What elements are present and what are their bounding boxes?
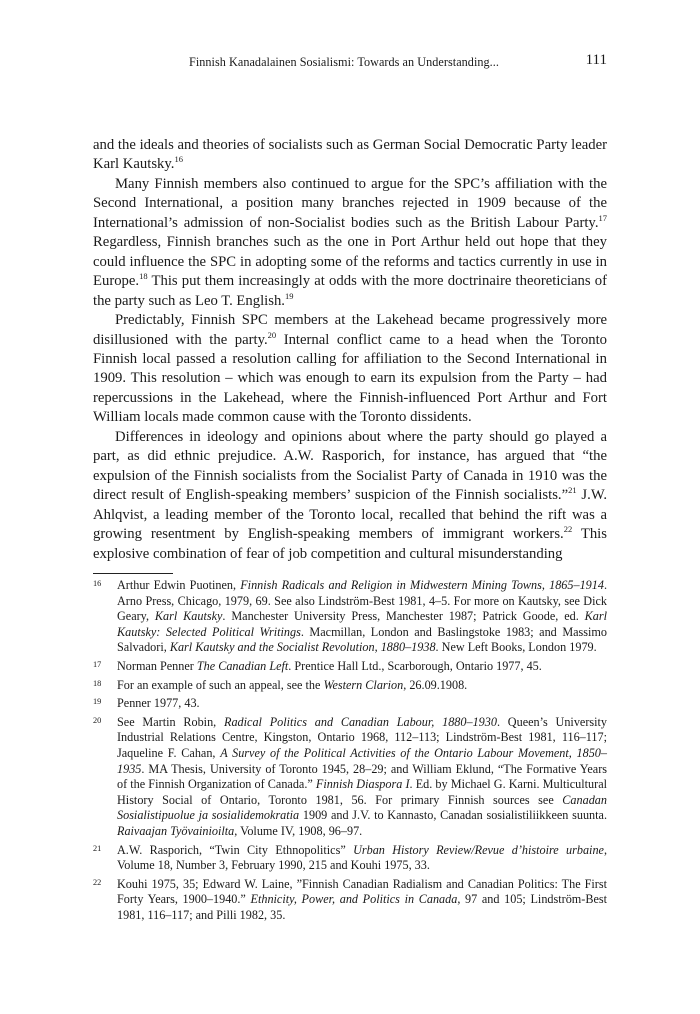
- footnote-text: Kouhi 1975, 35; Edward W. Laine, ”Finnish Canadian Radialism and Canadian Politics: The First Forty Years, 1900–1940.”: [117, 876, 607, 907]
- footnote-title: Finnish Radicals and Religion in Midwestern Mining Towns, 1865–1914: [240, 578, 604, 592]
- footnote-text: . Prentice Hall Ltd., Scarborough, Ontario 1977, 45.: [288, 658, 542, 673]
- paragraph-text: Regardless, Finnish branches such as the one in Port Arthur held out hope that they could influence the SPC in adopting some of the reforms and tactics currently in use in Europe.: [93, 234, 607, 290]
- footnote-text: A.W. Rasporich, “Twin City Ethnopolitics”: [117, 842, 354, 857]
- footnote-title: Western Clarion: [323, 677, 404, 692]
- footnote-title: Finnish Diaspora I: [315, 777, 410, 792]
- footnotes: [93, 578, 607, 926]
- body-text: [93, 136, 607, 564]
- paragraph-text: J.W. Ahlqvist, a leading member of the Toronto local, recalled that behind the rift was a growing resentment by English-speaking members of immigrant workers.: [93, 487, 608, 543]
- footnote-text: 1909 and J.V. to Kannasto, Canadan sosialistiliikkeen suunta.: [299, 808, 607, 823]
- paragraph-text: This put them increasingly at odds with the more doctrinaire theoreticians of the party such as Leo T. English.: [93, 273, 607, 309]
- footnote-title: Ethnicity, Power, and Politics in Canada: [250, 892, 458, 907]
- footnote-number: 22: [93, 877, 102, 887]
- paragraph-text: Internal conflict came to a head when the Toronto Finnish local passed a resolution calling for affiliation to the Second International in 1909. This resolution – which was enough to earn its expulsion from the Party – had repercussions in the Lakehead, where the Finnish-influenced Port Arthur and Fort William locals made common cause with the Toronto dissidents.: [93, 331, 607, 426]
- footnote-text: For an example of such an appeal, see the: [117, 677, 324, 692]
- paragraph-text: This explosive combination of fear of job competition and cultural misunderstanding: [93, 526, 607, 562]
- footnote-ref-18[interactable]: 18: [139, 271, 148, 282]
- footnote-number: 17: [93, 659, 102, 669]
- footnote-ref-22[interactable]: 22: [563, 524, 573, 535]
- footnote-21: [93, 843, 607, 874]
- footnote-16: [93, 578, 607, 656]
- footnote-ref-19[interactable]: 19: [284, 290, 294, 301]
- footnote-ref-21[interactable]: 21: [568, 485, 577, 496]
- footnote-title: Urban History Review/Revue d’histoire urbaine: [353, 842, 604, 857]
- footnote-text: . MA Thesis, University of Toronto 1945, 28–29; and William Eklund, “The Formative Years of the Finnish Organization of Canada.”: [117, 761, 607, 792]
- footnote-title: Karl Kautsky: Selected Political Writings: [117, 609, 607, 639]
- footnote-text: . Manchester University Press, Manchester 1987; Patrick Goode, ed.: [222, 609, 585, 624]
- footnote-title: The Canadian Left: [196, 658, 289, 673]
- footnote-text: See Martin Robin,: [117, 714, 225, 729]
- footnote-title: Karl Kautsky and the Socialist Revolution, 1880–1938: [169, 640, 436, 655]
- footnote-text: Norman Penner: [117, 658, 197, 673]
- footnote-text: , 26.09.1908.: [403, 677, 468, 692]
- footnote-ref-16[interactable]: 16: [174, 154, 183, 165]
- footnote-text: . Ed. by Michael G. Karni. Multicultural History Social of Ontario, Toronto 1981, 56. For primary Finnish sources see: [117, 777, 607, 807]
- footnote-19: [93, 696, 607, 712]
- paragraph-text: and the ideals and theories of socialists such as German Social Democratic Party leader Karl Kautsky.: [93, 137, 607, 173]
- page-number: 111: [585, 52, 607, 68]
- paragraph-2: [93, 175, 607, 311]
- footnote-22: [93, 877, 607, 924]
- footnote-number: 19: [93, 697, 102, 707]
- paragraph-text: Many Finnish members also continued to argue for the SPC’s affiliation with the Second International, a position many branches rejected in 1909 because of the International’s admission of non-Socialist bodies such as the British Labour Party.: [93, 175, 607, 231]
- footnote-20: [93, 715, 607, 840]
- footnote-17: [93, 659, 607, 675]
- footnote-title: Canadan Sosialistipuolue ja sosialidemokratia: [117, 792, 607, 823]
- paragraph-text: Differences in ideology and opinions about where the party should go played a part, as did ethnic prejudice. A.W. Rasporich, for instance, has argued that “the expulsion of the Finnish socialists from the Socialist Party of Canada in 1910 was the direct result of English-speaking members’ suspicion of the Finnish socialists.”: [93, 428, 607, 504]
- footnote-divider: [93, 573, 173, 574]
- footnote-text: Arthur Edwin Puotinen,: [117, 578, 241, 592]
- footnote-ref-20[interactable]: 20: [267, 329, 277, 340]
- footnote-ref-17[interactable]: 17: [598, 212, 607, 223]
- footnote-number: 21: [93, 843, 102, 853]
- running-header: [93, 52, 607, 72]
- footnote-title: A Survey of the Political Activities of the Ontario Labour Movement, 1850–1935: [117, 745, 607, 776]
- footnote-text: . Macmillan, London and Baslingstoke 1983; and Massimo Salvadori,: [117, 624, 608, 655]
- footnote-text: . Arno Press, Chicago, 1979, 69. See also Lindström-Best 1981, 4–5. For more on Kautsky, see Dick Geary,: [117, 578, 607, 624]
- footnote-text: , Volume 18, Number 3, February 1990, 215 and Kouhi 1975, 33.: [117, 842, 607, 873]
- paragraph-text: Predictably, Finnish SPC members at the Lakehead became progressively more disillusioned with the party.: [93, 312, 607, 348]
- footnote-18: [93, 678, 607, 694]
- footnote-text: Penner 1977, 43.: [117, 696, 200, 711]
- footnote-text: . New Left Books, London 1979.: [435, 640, 597, 655]
- footnote-number: 18: [93, 678, 102, 688]
- paragraph-3: [93, 311, 607, 428]
- footnote-title: Karl Kautsky: [154, 609, 223, 624]
- paragraph-4: [93, 428, 607, 564]
- footnote-title: Radical Politics and Canadian Labour, 1880–1930: [224, 714, 497, 729]
- footnote-number: 20: [93, 715, 102, 725]
- paragraph-1: [93, 136, 607, 175]
- footnote-text: , Volume IV, 1908, 96–97.: [234, 823, 363, 838]
- footnote-title: Raivaajan Työvainioilta: [117, 823, 235, 838]
- footnote-text: . Queen’s University Industrial Relations Centre, Kingston, Ontario 1968, 112–113; Lindström-Best 1981, 116–117; Jaqueline F. Cahan,: [117, 714, 607, 760]
- running-title: Finnish Kanadalainen Sosialismi: Towards an Understanding...: [189, 55, 499, 69]
- footnote-number: 16: [93, 579, 102, 588]
- footnote-text: , 97 and 105; Lindström-Best 1981, 116–117; and Pilli 1982, 35.: [117, 892, 607, 922]
